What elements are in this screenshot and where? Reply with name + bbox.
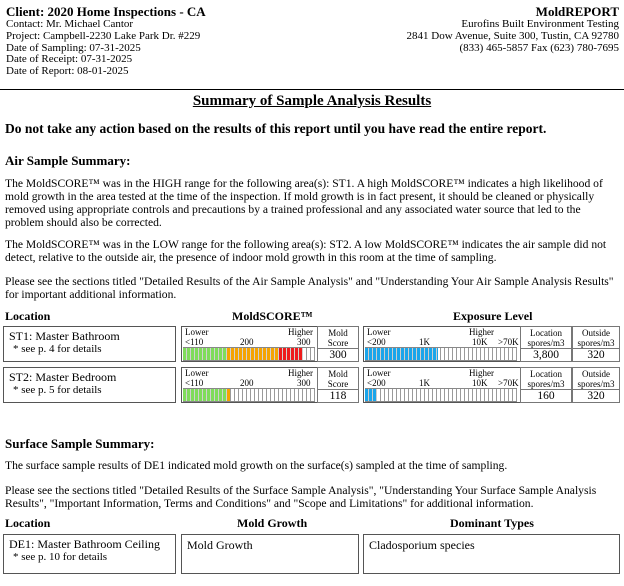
loc-head1: Location <box>530 328 562 338</box>
exp-tick-1k: 1K <box>419 378 430 388</box>
exp-tick-70k: >70K <box>498 378 519 388</box>
client-name: Client: 2020 Home Inspections - CA <box>6 4 206 19</box>
surface-types-box <box>363 534 620 574</box>
air-col-location: Location <box>5 309 51 323</box>
surface-location-name: DE1: Master Bathroom Ceiling <box>9 537 160 551</box>
warning-text: Do not take any action based on the results of this report until you have read the entire report. <box>5 121 547 136</box>
location-spores-value: 160 <box>521 389 571 402</box>
scale-tick-300: 300 <box>297 337 311 347</box>
outside-spores-value: 320 <box>573 389 619 402</box>
surface-types-value: Cladosporium species <box>369 538 475 552</box>
mold-score-head2: Score <box>327 379 349 389</box>
surface-location-see: * see p. 10 for details <box>13 550 108 563</box>
exp-tick-200: <200 <box>367 378 386 388</box>
surface-growth-value: Mold Growth <box>187 538 253 552</box>
out-head2: spores/m3 <box>577 338 615 348</box>
mold-score-head1: Mold <box>328 369 348 379</box>
surface-growth-box <box>181 534 359 574</box>
scale-tick-110: <110 <box>185 337 204 347</box>
location-spores-cell <box>520 326 572 362</box>
exp-higher: Higher <box>469 327 494 337</box>
out-head1: Outside <box>582 328 610 338</box>
exp-tick-200: <200 <box>367 337 386 347</box>
client-info <box>6 5 206 78</box>
moldscore-fill-high <box>279 348 303 360</box>
surface-para1: The surface sample results of DE1 indicated mold growth on the surface(s) sampled at the time of sampling. <box>5 459 508 472</box>
brand-name: MoldREPORT <box>535 4 619 19</box>
mold-score-value: 300 <box>318 348 358 361</box>
lab-phone: (833) 465-5857 Fax (623) 780-7695 <box>459 41 619 54</box>
location-name: ST2: Master Bedroom <box>9 370 117 384</box>
location-spores-cell <box>520 367 572 403</box>
moldscore-fill-mid <box>227 389 230 401</box>
scale-higher: Higher <box>288 368 313 378</box>
exposure-fill <box>365 389 377 401</box>
scale-tick-200: 200 <box>240 378 254 388</box>
scale-tick-110: <110 <box>185 378 204 388</box>
lab-name: Eurofins Built Environment Testing <box>461 18 619 30</box>
loc-head2: spores/m3 <box>527 338 565 348</box>
exp-lower: Lower <box>367 327 391 337</box>
page-title <box>0 93 624 110</box>
date-sampling: Date of Sampling: 07-31-2025 <box>6 41 141 54</box>
header-divider <box>0 89 624 90</box>
mold-score-cell <box>317 326 359 362</box>
air-row-location <box>3 367 176 403</box>
surface-row-location <box>3 534 176 574</box>
air-para-high: The MoldSCORE™ was in the HIGH range for the following area(s): ST1. A high MoldSCORE™ indicates a high likelihood of mold growth in the area tested at the time of the inspection. If mold growth is in fact present, it should be cleaned or physically removed using appropriate controls and precautions by a trained professional and any associated water source that led to the problem should also be corrected. <box>5 177 603 229</box>
exposure-panel <box>363 326 620 362</box>
moldscore-panel <box>181 326 359 362</box>
moldscore-bar <box>183 347 315 361</box>
lab-info <box>407 5 620 54</box>
loc-head2: spores/m3 <box>527 379 565 389</box>
exposure-bar <box>365 347 517 361</box>
air-col-moldscore: MoldSCORE™ <box>232 309 313 323</box>
air-heading: Air Sample Summary: <box>5 153 131 168</box>
air-para-see: Please see the sections titled "Detailed Results of the Air Sample Analysis" and "Understanding Your Air Sample Analysis Results" for important additional information. <box>5 275 614 301</box>
scale-tick-200: 200 <box>240 337 254 347</box>
scale-lower: Lower <box>185 327 209 337</box>
scale-tick-300: 300 <box>297 378 311 388</box>
exp-tick-70k: >70K <box>498 337 519 347</box>
air-para-low: The MoldSCORE™ was in the LOW range for the following area(s): ST2. A low MoldSCORE™ indicates the air sample did not detect, relative to the outside air, the presence of indoor mold growth in this room at the time of sampling. <box>5 238 607 264</box>
exp-tick-10k: 10K <box>472 378 488 388</box>
exp-tick-10k: 10K <box>472 337 488 347</box>
moldscore-fill-low <box>183 389 227 401</box>
scale-lower: Lower <box>185 368 209 378</box>
page-title-text: Summary of Sample Analysis Results <box>192 93 432 109</box>
location-spores-value: 3,800 <box>521 348 571 361</box>
location-name: ST1: Master Bathroom <box>9 329 120 343</box>
exposure-bar <box>365 388 517 402</box>
project: Project: Campbell-2230 Lake Park Dr. #229 <box>6 29 201 42</box>
outside-spores-cell <box>572 326 620 362</box>
mold-score-cell <box>317 367 359 403</box>
date-receipt: Date of Receipt: 07-31-2025 <box>6 53 133 66</box>
mold-score-head1: Mold <box>328 328 348 338</box>
out-head1: Outside <box>582 369 610 379</box>
air-col-exposure: Exposure Level <box>453 309 533 323</box>
surface-col-growth: Mold Growth <box>237 516 308 530</box>
exp-lower: Lower <box>367 368 391 378</box>
surface-heading: Surface Sample Summary: <box>5 436 155 451</box>
surface-col-location: Location <box>5 516 51 530</box>
location-see: * see p. 4 for details <box>13 342 102 355</box>
moldscore-bar <box>183 388 315 402</box>
surface-col-types: Dominant Types <box>450 516 534 530</box>
exp-higher: Higher <box>469 368 494 378</box>
surface-para2: Please see the sections titled "Detailed Results of the Surface Sample Analysis", "Understanding Your Surface Sample Analysis Results", "Important Information, Terms and Conditions" and "Scope and Limitations" for additional information. <box>5 484 597 510</box>
exposure-panel <box>363 367 620 403</box>
lab-address: 2841 Dow Avenue, Suite 300, Tustin, CA 92780 <box>406 29 619 42</box>
out-head2: spores/m3 <box>577 379 615 389</box>
loc-head1: Location <box>530 369 562 379</box>
mold-score-head2: Score <box>327 338 349 348</box>
moldscore-fill-mid <box>227 348 279 360</box>
mold-score-value: 118 <box>318 389 358 402</box>
contact: Contact: Mr. Michael Cantor <box>6 18 134 30</box>
outside-spores-value: 320 <box>573 348 619 361</box>
moldscore-panel <box>181 367 359 403</box>
location-see: * see p. 5 for details <box>13 383 102 396</box>
date-report: Date of Report: 08-01-2025 <box>6 65 129 78</box>
exposure-fill <box>365 348 438 360</box>
air-row-location <box>3 326 176 362</box>
scale-higher: Higher <box>288 327 313 337</box>
moldscore-fill-low <box>183 348 227 360</box>
exp-tick-1k: 1K <box>419 337 430 347</box>
outside-spores-cell <box>572 367 620 403</box>
